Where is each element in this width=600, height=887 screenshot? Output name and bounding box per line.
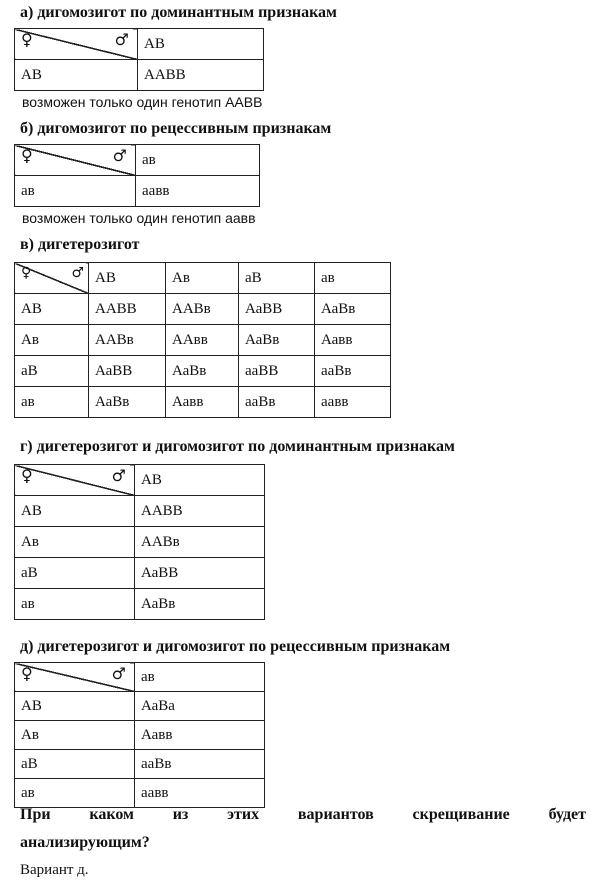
genotype-cell: аавв: [136, 176, 260, 207]
genotype-cell: АаВв: [239, 325, 315, 356]
genotype-cell: ААВв: [135, 527, 265, 558]
section-d-heading: г) дигетерозигот и дигомозигот по доминантным признакам: [20, 438, 455, 455]
genotype-cell: АаВв: [315, 294, 391, 325]
punnett-table-e: [14, 662, 265, 808]
female-gamete-cell: ав: [15, 176, 136, 207]
male-gamete-header: ав: [135, 663, 265, 692]
genotype-cell: АаВв: [166, 356, 239, 387]
punnett-table-b: [14, 144, 260, 207]
male-symbol-icon: ♂: [114, 30, 129, 49]
male-gamete-header: Ав: [166, 263, 239, 294]
punnett-table-d: [14, 464, 265, 620]
male-gamete-header: АВ: [135, 465, 265, 496]
female-gamete-cell: АВ: [15, 294, 89, 325]
female-gamete-cell: аВ: [15, 750, 135, 779]
answer-text: Вариант д.: [20, 862, 89, 878]
section-a-note: возможен только один генотип ААВВ: [22, 94, 263, 110]
genotype-cell: АаВв: [89, 387, 166, 418]
female-gamete-cell: Ав: [15, 721, 135, 750]
genotype-cell: ААВВ: [89, 294, 166, 325]
genotype-cell: Аавв: [135, 721, 265, 750]
female-symbol-icon: ♀: [21, 664, 33, 683]
table-row: [15, 589, 265, 620]
table-row: [15, 779, 265, 808]
question-line-1: При каком из этих вариантов скрещивание будет: [20, 806, 586, 823]
female-gamete-cell: ав: [15, 779, 135, 808]
male-symbol-icon: ♂: [71, 265, 84, 281]
table-row: [15, 692, 265, 721]
male-symbol-icon: ♂: [112, 146, 127, 165]
female-symbol-icon: ♀: [21, 146, 33, 165]
genotype-cell: ААВв: [89, 325, 166, 356]
section-b-note: возможен только один генотип аавв: [22, 210, 256, 226]
female-gamete-cell: АВ: [15, 496, 135, 527]
female-gamete-cell: Ав: [15, 325, 89, 356]
female-gamete-cell: ав: [15, 387, 89, 418]
male-gamete-header: ав: [136, 145, 260, 176]
male-gamete-header: АВ: [138, 29, 264, 60]
genotype-cell: АаВВ: [89, 356, 166, 387]
table-row: [15, 387, 391, 418]
section-b-heading: б) дигомозигот по рецессивным признакам: [20, 120, 332, 137]
genotype-cell: аавв: [315, 387, 391, 418]
genotype-cell: ааВВ: [239, 356, 315, 387]
table-row: [15, 356, 391, 387]
genotype-cell: Аавв: [315, 325, 391, 356]
male-gamete-header: АВ: [89, 263, 166, 294]
genotype-cell: Аавв: [166, 387, 239, 418]
genotype-cell: аавв: [135, 779, 265, 808]
female-gamete-cell: АВ: [15, 692, 135, 721]
section-a-heading: а) дигомозигот по доминантным признакам: [20, 4, 337, 21]
female-gamete-cell: аВ: [15, 558, 135, 589]
genotype-cell: ААВв: [166, 294, 239, 325]
genotype-cell: АаВа: [135, 692, 265, 721]
gamete-corner-cell: [15, 263, 89, 294]
genotype-cell: ААВВ: [138, 60, 264, 91]
gamete-corner-cell: [15, 29, 138, 60]
genotype-cell: АаВВ: [135, 558, 265, 589]
female-gamete-cell: АВ: [15, 60, 138, 91]
table-row: [15, 527, 265, 558]
question-line-2: анализирующим?: [20, 834, 150, 851]
genotype-cell: АаВВ: [239, 294, 315, 325]
genotype-cell: ААВВ: [135, 496, 265, 527]
female-gamete-cell: Ав: [15, 527, 135, 558]
male-symbol-icon: ♂: [111, 664, 126, 683]
female-symbol-icon: ♀: [21, 30, 33, 49]
table-row: [15, 294, 391, 325]
table-row: [15, 496, 265, 527]
male-symbol-icon: ♂: [111, 466, 126, 485]
female-symbol-icon: ♀: [21, 265, 32, 281]
section-c-heading: в) дигетерозигот: [20, 236, 140, 253]
punnett-table-c: [14, 262, 391, 418]
female-gamete-cell: ав: [15, 589, 135, 620]
genotype-cell: АаВв: [135, 589, 265, 620]
table-row: [15, 721, 265, 750]
table-row: [15, 325, 391, 356]
genotype-cell: ааВв: [135, 750, 265, 779]
table-row: [15, 558, 265, 589]
female-gamete-cell: аВ: [15, 356, 89, 387]
female-symbol-icon: ♀: [21, 466, 33, 485]
genotype-cell: ААвв: [166, 325, 239, 356]
male-gamete-header: ав: [315, 263, 391, 294]
punnett-table-a: [14, 28, 264, 91]
genotype-cell: ааВв: [315, 356, 391, 387]
genotype-cell: ааВв: [239, 387, 315, 418]
gamete-corner-cell: [15, 663, 135, 692]
section-e-heading: д) дигетерозигот и дигомозигот по рецессивным признакам: [20, 638, 451, 655]
gamete-corner-cell: [15, 465, 135, 496]
gamete-corner-cell: [15, 145, 136, 176]
table-row: [15, 750, 265, 779]
male-gamete-header: аВ: [239, 263, 315, 294]
